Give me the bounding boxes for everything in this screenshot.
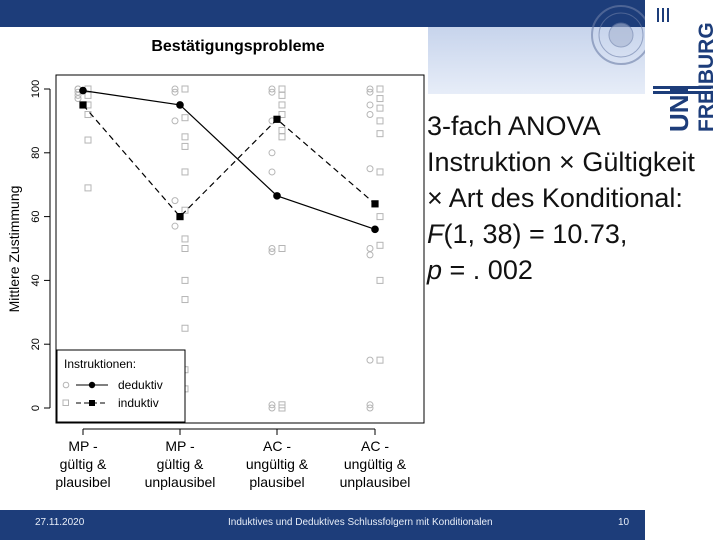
x-tick-label-0-0: MP - (68, 438, 98, 454)
university-seal-icon (590, 4, 652, 66)
x-tick-label-0-2: plausibel (55, 474, 111, 490)
x-tick-label-3-2: unplausibel (339, 474, 411, 490)
stat-line-1: 3-fach ANOVA (427, 111, 601, 141)
y-tick-label-40: 40 (30, 274, 42, 287)
legend-deduktiv-marker (89, 382, 95, 388)
header-bar (0, 0, 645, 27)
p-symbol: p (427, 255, 443, 285)
footer-title: Induktives und Deduktives Schlussfolgern mit Konditionalen (228, 517, 493, 528)
footer-page-number: 10 (618, 517, 630, 528)
f-value: (1, 38) = 10.73, (443, 219, 628, 249)
mean-induktiv-3 (371, 200, 378, 207)
chart-title: Bestätigungsprobleme (151, 38, 325, 55)
mean-deduktiv-2 (273, 192, 281, 200)
legend-induktiv-marker (89, 400, 95, 406)
y-tick-label-100: 100 (30, 79, 42, 99)
p-value: = . 002 (442, 255, 533, 285)
stat-line-3: × Art des Konditional: (427, 183, 683, 213)
mean-deduktiv-1 (176, 101, 184, 109)
logo-freiburg-text: FREIBURG (695, 22, 718, 132)
footer-date: 27.11.2020 (35, 517, 85, 528)
mean-deduktiv-3 (371, 226, 379, 234)
x-tick-label-2-1: ungültig & (245, 456, 309, 472)
anova-result-text (427, 108, 717, 288)
legend (57, 350, 185, 422)
legend-title: Instruktionen: (64, 357, 137, 371)
x-tick-label-2-2: plausibel (249, 474, 305, 490)
chart (0, 27, 428, 505)
y-axis-label: Mittlere Zustimmung (6, 185, 22, 313)
stat-line-2: Instruktion × Gültigkeit (427, 147, 695, 177)
f-symbol: F (427, 219, 444, 249)
y-tick-label-60: 60 (30, 210, 42, 223)
p-value-line (427, 252, 717, 288)
mean-induktiv-0 (79, 101, 86, 108)
legend-induktiv-label: induktiv (118, 396, 159, 410)
f-statistic-line (427, 216, 717, 252)
x-tick-label-1-2: unplausibel (144, 474, 216, 490)
y-tick-label-0: 0 (30, 404, 42, 412)
x-tick-label-1-0: MP - (165, 438, 195, 454)
x-tick-label-2-0: AC - (263, 438, 291, 454)
mean-deduktiv-0 (79, 87, 87, 95)
logo-uni-text: UNI (664, 87, 694, 132)
x-tick-label-3-0: AC - (361, 438, 389, 454)
y-tick-label-20: 20 (30, 338, 42, 351)
mean-induktiv-1 (176, 213, 183, 220)
y-tick-label-80: 80 (30, 146, 42, 159)
x-tick-label-3-1: ungültig & (343, 456, 407, 472)
mean-induktiv-2 (273, 116, 280, 123)
x-tick-label-1-1: gültig & (156, 456, 204, 472)
legend-deduktiv-label: deduktiv (118, 378, 163, 392)
x-tick-label-0-1: gültig & (59, 456, 107, 472)
